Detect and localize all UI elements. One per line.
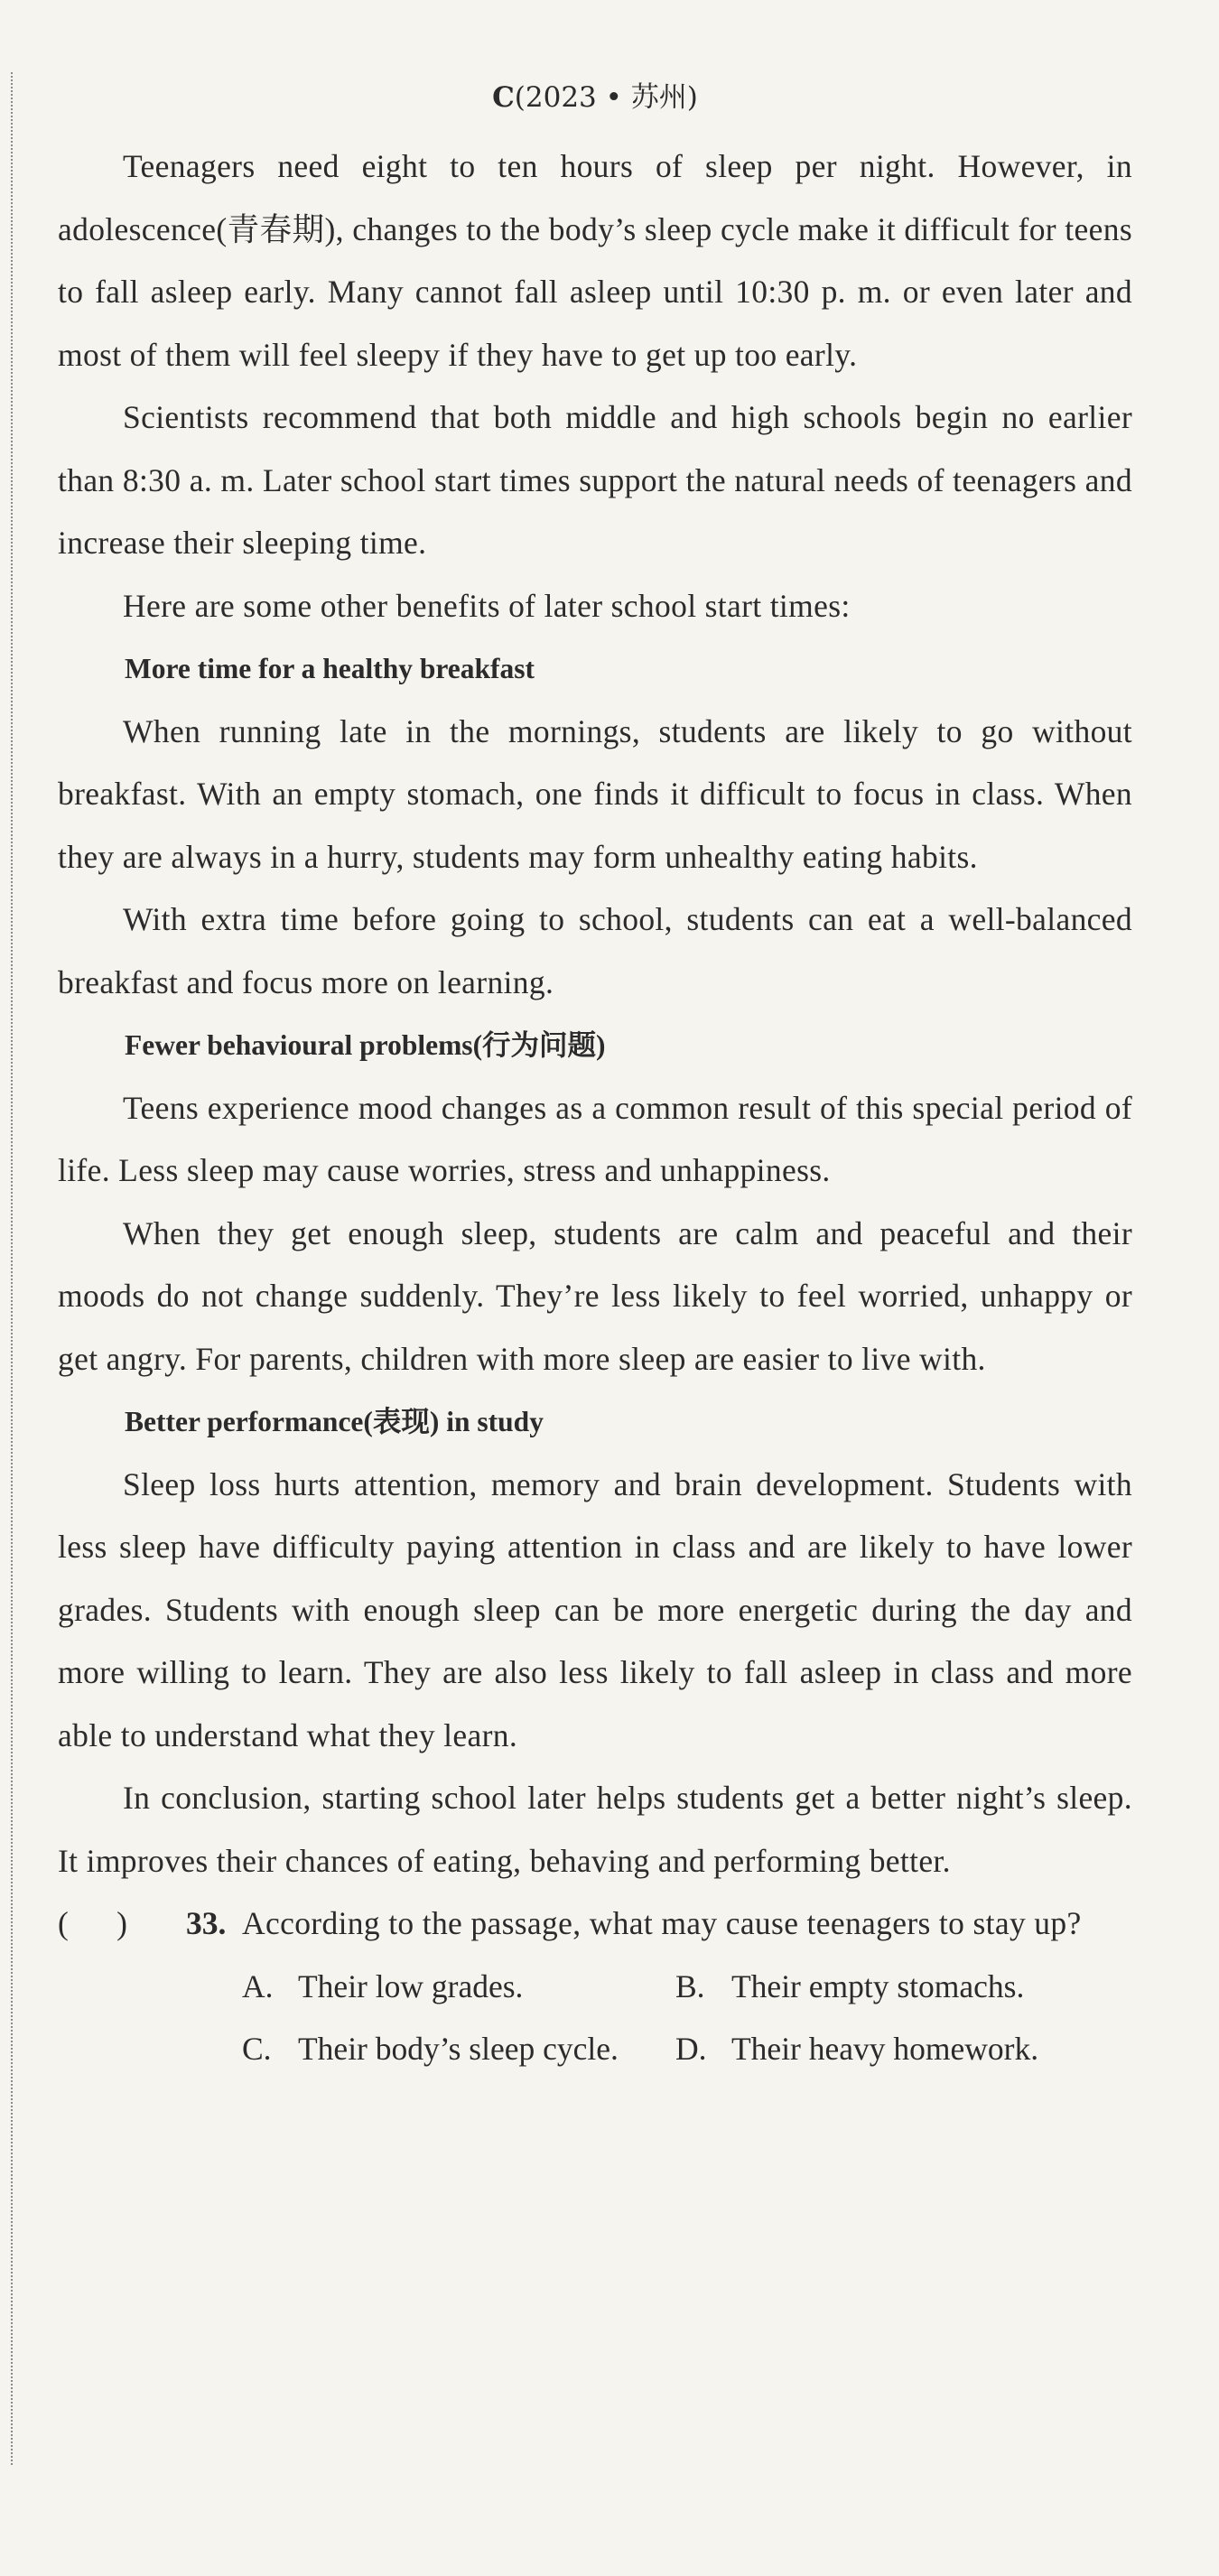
- option-c-text: Their body’s sleep cycle.: [298, 2031, 619, 2067]
- subheading-performance: Better performance(表现) in study: [125, 1406, 544, 1437]
- option-d-text: Their heavy homework.: [731, 2031, 1039, 2067]
- question-33: [58, 1892, 1132, 2081]
- option-b-text: Their empty stomachs.: [731, 1967, 1025, 2004]
- passage-letter: C: [492, 81, 515, 114]
- subheading-behaviour: Fewer behavioural problems(行为问题): [125, 1029, 606, 1061]
- option-a[interactable]: [242, 1956, 675, 2019]
- paragraph-6: Teens experience mood changes as a common result of this special period of life. Less sleep may cause worries, stress and unhappiness.: [58, 1089, 1132, 1188]
- question-number: 33.: [186, 1905, 227, 1941]
- paragraph-5: With extra time before going to school, students can eat a well-balanced breakfast and focus more on learning.: [58, 901, 1132, 1000]
- paragraph-2: Scientists recommend that both middle and high schools begin no earlier than 8:30 a. m. Later school start times support the natural needs of teenagers and increase their sleeping time.: [58, 399, 1132, 561]
- paragraph-1: Teenagers need eight to ten hours of sleep per night. However, in adolescence(青春期), changes to the body’s sleep cycle make it difficult for teens to fall asleep early. Many cannot fall asleep until 10:30 p. m. or even later and most of them will feel sleepy if they have to get up too early.: [58, 148, 1132, 373]
- paragraph-3: Here are some other benefits of later school start times:: [123, 587, 851, 624]
- paragraph-8: Sleep loss hurts attention, memory and brain development. Students with less sleep have difficulty paying attention in class and are likely to have lower grades. Students with enough sleep can be more energetic during the day and more willing to learn. They are also less likely to fall asleep in class and more able to understand what they learn.: [58, 1465, 1132, 1753]
- options-row-2: [242, 2018, 1132, 2081]
- answer-options: [58, 1956, 1132, 2081]
- passage-page: [58, 72, 1132, 2081]
- option-a-text: Their low grades.: [298, 1967, 524, 2004]
- passage-heading: [58, 72, 1132, 123]
- option-c-letter: C.: [242, 2031, 272, 2067]
- passage-source: (2023 • 苏州): [514, 81, 698, 114]
- option-d[interactable]: [675, 2018, 1109, 2081]
- option-a-letter: A.: [242, 1967, 274, 2004]
- option-b[interactable]: [675, 1956, 1109, 2019]
- paragraph-4: When running late in the mornings, students are likely to go without breakfast. With an empty stomach, one finds it difficult to focus in class. When they are always in a hurry, students may form unhealthy eating habits.: [58, 712, 1132, 875]
- option-b-letter: B.: [675, 1967, 705, 2004]
- subheading-breakfast: More time for a healthy breakfast: [125, 653, 535, 684]
- question-stem: According to the passage, what may cause teenagers to stay up?: [242, 1905, 1082, 1941]
- option-d-letter: D.: [675, 2031, 707, 2067]
- options-row-1: [242, 1956, 1132, 2019]
- paragraph-7: When they get enough sleep, students are calm and peaceful and their moods do not change suddenly. They’re less likely to feel worried, unhappy or get angry. For parents, children with more sleep are easier to live with.: [58, 1214, 1132, 1377]
- binding-margin-line: [11, 72, 13, 2465]
- answer-blank[interactable]: ( ): [58, 1905, 127, 1941]
- paragraph-9: In conclusion, starting school later helps students get a better night’s sleep. It improves their chances of eating, behaving and performing better.: [58, 1780, 1132, 1879]
- option-c[interactable]: [242, 2018, 675, 2081]
